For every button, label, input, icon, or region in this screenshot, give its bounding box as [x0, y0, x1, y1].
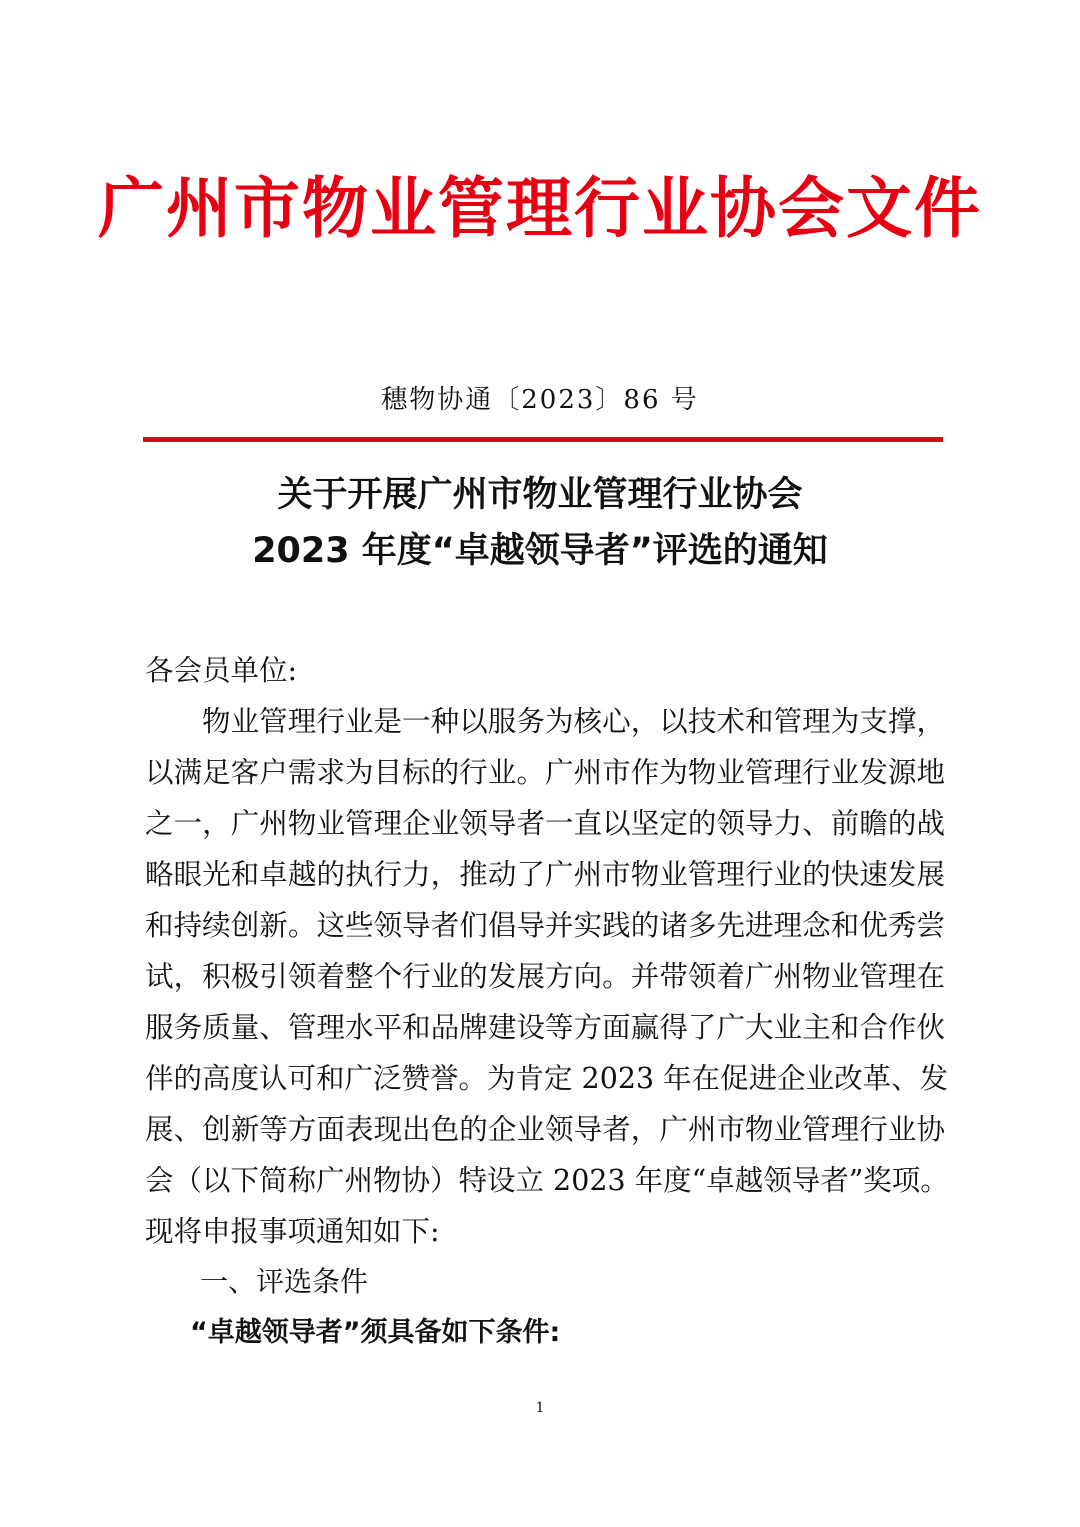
paragraph-line: 伴的高度认可和广泛赞誉。为肯定 2023 年在促进企业改革、发: [145, 1062, 949, 1095]
section-heading: 一、评选条件: [200, 1265, 369, 1298]
red-divider-rule: [143, 437, 943, 442]
body-paragraph: [145, 696, 949, 1257]
page-number: 1: [535, 1400, 545, 1416]
paragraph-line: 略眼光和卓越的执行力，推动了广州市物业管理行业的快速发展: [145, 858, 945, 891]
paragraph-line: 现将申报事项通知如下:: [145, 1215, 440, 1248]
paragraph-line: 和持续创新。这些领导者们倡导并实践的诸多先进理念和优秀尝: [145, 909, 945, 942]
notice-title-line-1: 关于开展广州市物业管理行业协会: [277, 475, 803, 515]
paragraph-line: 展、创新等方面表现出色的企业领导者，广州市物业管理行业协: [145, 1113, 945, 1146]
document-number: 穗物协通〔2023〕86 号: [381, 385, 699, 415]
sub-heading: “卓越领导者”须具备如下条件:: [190, 1317, 561, 1348]
notice-title: [0, 467, 1080, 579]
paragraph-line: 会（以下简称广州物协）特设立 2023 年度“卓越领导者”奖项。: [145, 1164, 949, 1197]
paragraph-line: 服务质量、管理水平和品牌建设等方面赢得了广大业主和合作伙: [145, 1011, 945, 1044]
salutation: 各会员单位:: [145, 654, 298, 687]
paragraph-line: 试，积极引领着整个行业的发展方向。并带领着广州物业管理在: [145, 960, 945, 993]
paragraph-line: 以满足客户需求为目标的行业。广州市作为物业管理行业发源地: [145, 756, 945, 789]
document-header-title: 广州市物业管理行业协会文件: [98, 169, 982, 247]
paragraph-line: 物业管理行业是一种以服务为核心，以技术和管理为支撑，: [202, 705, 945, 738]
notice-title-line-2: 2023 年度“卓越领导者”评选的通知: [252, 531, 828, 571]
paragraph-line: 之一，广州物业管理企业领导者一直以坚定的领导力、前瞻的战: [145, 807, 945, 840]
